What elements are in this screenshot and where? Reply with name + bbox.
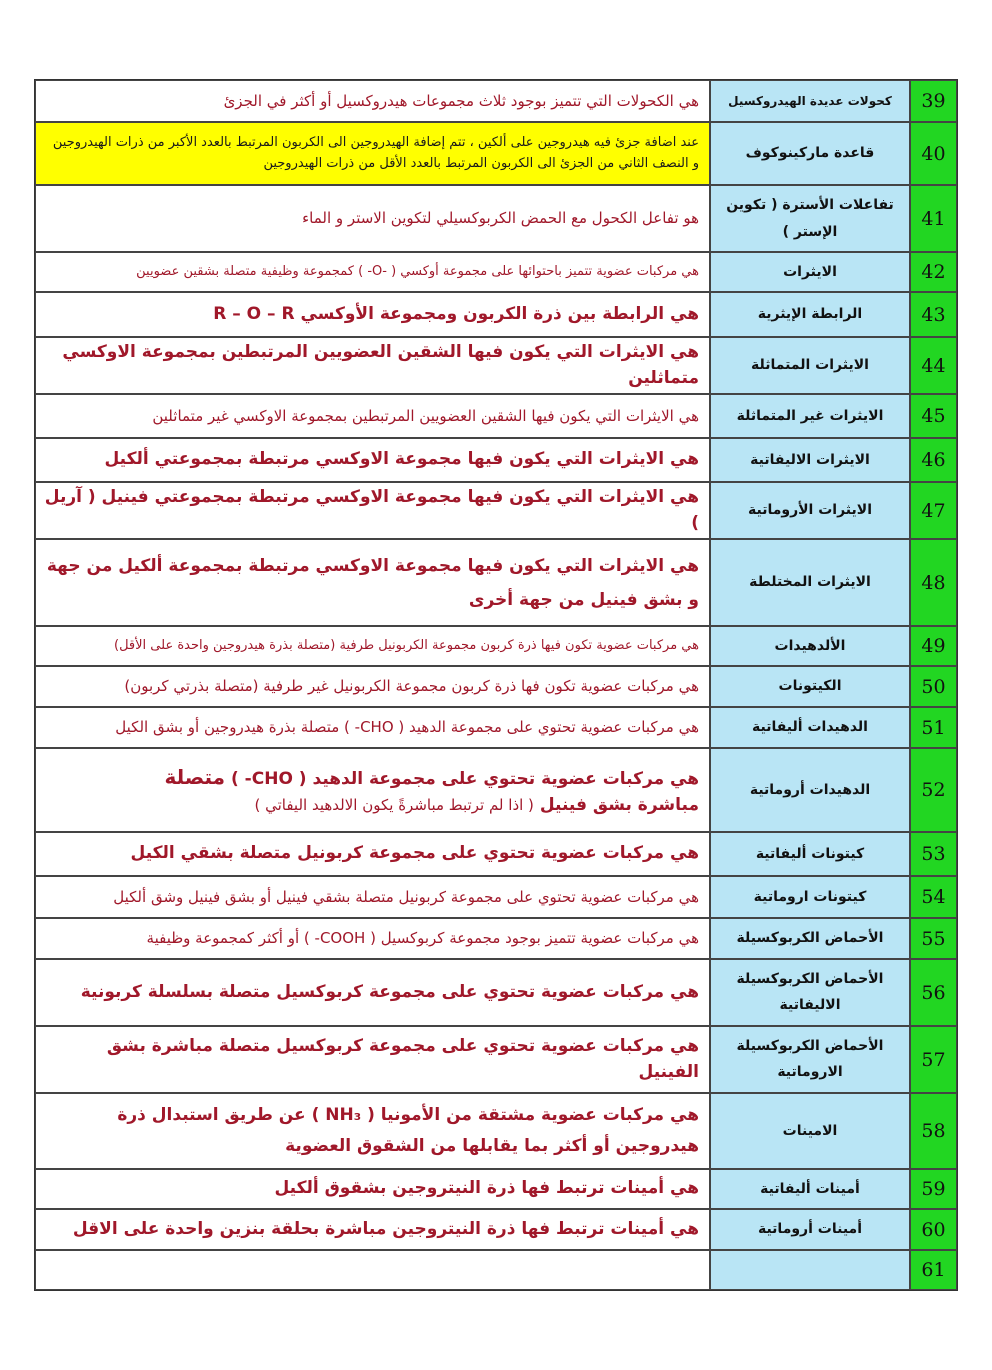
table-row <box>35 252 957 292</box>
glossary-sheet <box>34 79 956 1291</box>
term-cell: أمينات أليفاتية <box>710 1169 910 1209</box>
term-cell: الامينات <box>710 1093 910 1169</box>
table-row <box>35 539 957 626</box>
table-row <box>35 185 957 252</box>
term-cell: الايثرات <box>710 252 910 292</box>
definition-cell: هي أمينات ترتبط فها ذرة النيتروجين مباشرة بحلقة بنزين واحدة على الاقل <box>35 1209 710 1250</box>
definition-cell: هي مركبات عضوية تحتوي على مجموعة كربونيل متصلة بشقي الكيل <box>35 832 710 876</box>
term-cell: الايثرات الأروماتية <box>710 482 910 539</box>
glossary-table <box>34 79 958 1291</box>
definition-cell: هي الرابطة بين ذرة الكربون ومجموعة الأوكسي R – O – R <box>35 292 710 337</box>
table-row <box>35 80 957 122</box>
term-cell: الأحماض الكربوكسيلة الاليفاتية <box>710 959 910 1026</box>
definition-cell: هي الايثرات التي يكون فيها الشقين العضويين المرتبطين بمجموعة الاوكسي متماثلين <box>35 337 710 394</box>
row-number: 49 <box>910 626 957 666</box>
table-row <box>35 707 957 748</box>
term-cell: الألدهيدات <box>710 626 910 666</box>
definition-part: مباشرة بشق فينيل <box>539 794 699 815</box>
definition-cell: هي مركبات عضوية تكون فها ذرة كربون مجموعة الكربونيل غير طرفية (متصلة بذرتي كربون) <box>35 666 710 707</box>
table-row <box>35 832 957 876</box>
definition-cell <box>35 1250 710 1290</box>
definition-cell: هي الايثرات التي يكون فيها مجموعة الاوكسي مرتبطة بمجموعة ألكيل من جهة و بشق فينيل من جهة أخرى <box>35 539 710 626</box>
definition-cell: هي الايثرات التي يكون فيها مجموعة الاوكسي مرتبطة بمجموعتي ألكيل <box>35 438 710 482</box>
definition-cell: هي مركبات عضوية تحتوي على مجموعة كربونيل متصلة بشقي فينيل أو بشق فينيل وشق ألكيل <box>35 876 710 918</box>
definition-cell: هي أمينات ترتبط فها ذرة النيتروجين بشقوق ألكيل <box>35 1169 710 1209</box>
row-number: 45 <box>910 394 957 438</box>
row-number: 52 <box>910 748 957 832</box>
term-cell: الايثرات المتماثلة <box>710 337 910 394</box>
term-cell: الكيتونات <box>710 666 910 707</box>
term-cell: تفاعلات الأسترة ( تكوين الإستر ) <box>710 185 910 252</box>
table-row <box>35 482 957 539</box>
term-cell: الدهيدات أروماتية <box>710 748 910 832</box>
definition-cell: هو تفاعل الكحول مع الحمض الكربوكسيلي لتكوين الاستر و الماء <box>35 185 710 252</box>
term-cell: الأحماض الكربوكسيلة الاروماتية <box>710 1026 910 1093</box>
term-cell <box>710 1250 910 1290</box>
row-number: 56 <box>910 959 957 1026</box>
term-cell: كيتونات اروماتية <box>710 876 910 918</box>
definition-cell: هي الايثرات التي يكون فيها مجموعة الاوكسي مرتبطة بمجموعتي فينيل ( آريل ) <box>35 482 710 539</box>
term-cell: كحولات عديدة الهيدروكسيل <box>710 80 910 122</box>
table-row <box>35 918 957 959</box>
table-row <box>35 292 957 337</box>
table-row <box>35 1250 957 1290</box>
table-row <box>35 1209 957 1250</box>
table-row <box>35 1026 957 1093</box>
row-number: 39 <box>910 80 957 122</box>
term-cell: الايثرات الاليفاتية <box>710 438 910 482</box>
table-row <box>35 122 957 185</box>
row-number: 40 <box>910 122 957 185</box>
definition-note: ( اذا لم ترتبط مباشرةً يكون الالدهيد اليفاتي ) <box>254 795 534 814</box>
table-row <box>35 959 957 1026</box>
term-cell: الايثرات المختلطة <box>710 539 910 626</box>
row-number: 54 <box>910 876 957 918</box>
row-number: 53 <box>910 832 957 876</box>
row-number: 60 <box>910 1209 957 1250</box>
row-number: 47 <box>910 482 957 539</box>
table-row <box>35 876 957 918</box>
table-row <box>35 394 957 438</box>
table-row <box>35 626 957 666</box>
definition-part: هي مركبات عضوية تحتوي على مجموعة الدهيد ( CHO- ) <box>230 769 699 789</box>
row-number: 50 <box>910 666 957 707</box>
row-number: 57 <box>910 1026 957 1093</box>
term-cell: الرابطة الإيثرية <box>710 292 910 337</box>
definition-cell: هي مركبات عضوية مشتقة من الأمونيا ( NH₃ ) عن طريق استبدال ذرة هيدروجين أو أكثر بما يقابلها من الشقوق العضوية <box>35 1093 710 1169</box>
row-number: 43 <box>910 292 957 337</box>
definition-cell: هي الايثرات التي يكون فيها الشقين العضويين المرتبطين بمجموعة الاوكسي غير متماثلين <box>35 394 710 438</box>
row-number: 44 <box>910 337 957 394</box>
row-number: 61 <box>910 1250 957 1290</box>
table-row <box>35 666 957 707</box>
definition-cell: هي مركبات عضوية تحتوي على مجموعة الدهيد ( CHO- ) متصلة بذرة هيدروجين أو بشق الكيل <box>35 707 710 748</box>
definition-cell: هي مركبات عضوية تتميز باحتوائها على مجموعة أوكسي ( -O- ) كمجموعة وظيفية متصلة بشقين عضويين <box>35 252 710 292</box>
term-cell: الأحماض الكربوكسيلة <box>710 918 910 959</box>
row-number: 42 <box>910 252 957 292</box>
row-number: 58 <box>910 1093 957 1169</box>
term-cell: كيتونات أليفاتية <box>710 832 910 876</box>
definition-cell <box>35 748 710 832</box>
row-number: 59 <box>910 1169 957 1209</box>
definition-cell: عند اضافة جزئ فيه هيدروجين على ألكين ، تتم إضافة الهيدروجين الى الكربون المرتبط بالعدد الأكبر من ذرات الهيدروجين و النصف الثاني من الجزئ الى الكربون المرتبط بالعدد الأقل من ذرات الهيدروجين <box>35 122 710 185</box>
row-number: 55 <box>910 918 957 959</box>
term-cell: الدهيدات أليفاتية <box>710 707 910 748</box>
table-row <box>35 748 957 832</box>
definition-cell: هي مركبات عضوية تتميز بوجود مجموعة كربوكسيل ( COOH- ) أو أكثر كمجموعة وظيفية <box>35 918 710 959</box>
definition-emphasis: متصلة <box>164 765 226 789</box>
table-row <box>35 337 957 394</box>
table-row <box>35 1093 957 1169</box>
definition-cell: هي مركبات عضوية تحتوي على مجموعة كربوكسيل متصلة بسلسلة كربونية <box>35 959 710 1026</box>
definition-cell: هي الكحولات التي تتميز بوجود ثلاث مجموعات هيدروكسيل أو أكثر في الجزئ <box>35 80 710 122</box>
definition-cell: هي مركبات عضوية تكون فيها ذرة كربون مجموعة الكربونيل طرفية (متصلة بذرة هيدروجين واحدة على الأقل) <box>35 626 710 666</box>
row-number: 48 <box>910 539 957 626</box>
table-row <box>35 438 957 482</box>
row-number: 51 <box>910 707 957 748</box>
term-cell: أمينات أروماتية <box>710 1209 910 1250</box>
term-cell: قاعدة ماركينوكوف <box>710 122 910 185</box>
table-row <box>35 1169 957 1209</box>
row-number: 46 <box>910 438 957 482</box>
term-cell: الايثرات غير المتماثلة <box>710 394 910 438</box>
definition-cell: هي مركبات عضوية تحتوي على مجموعة كربوكسيل متصلة مباشرة بشق الفينيل <box>35 1026 710 1093</box>
row-number: 41 <box>910 185 957 252</box>
